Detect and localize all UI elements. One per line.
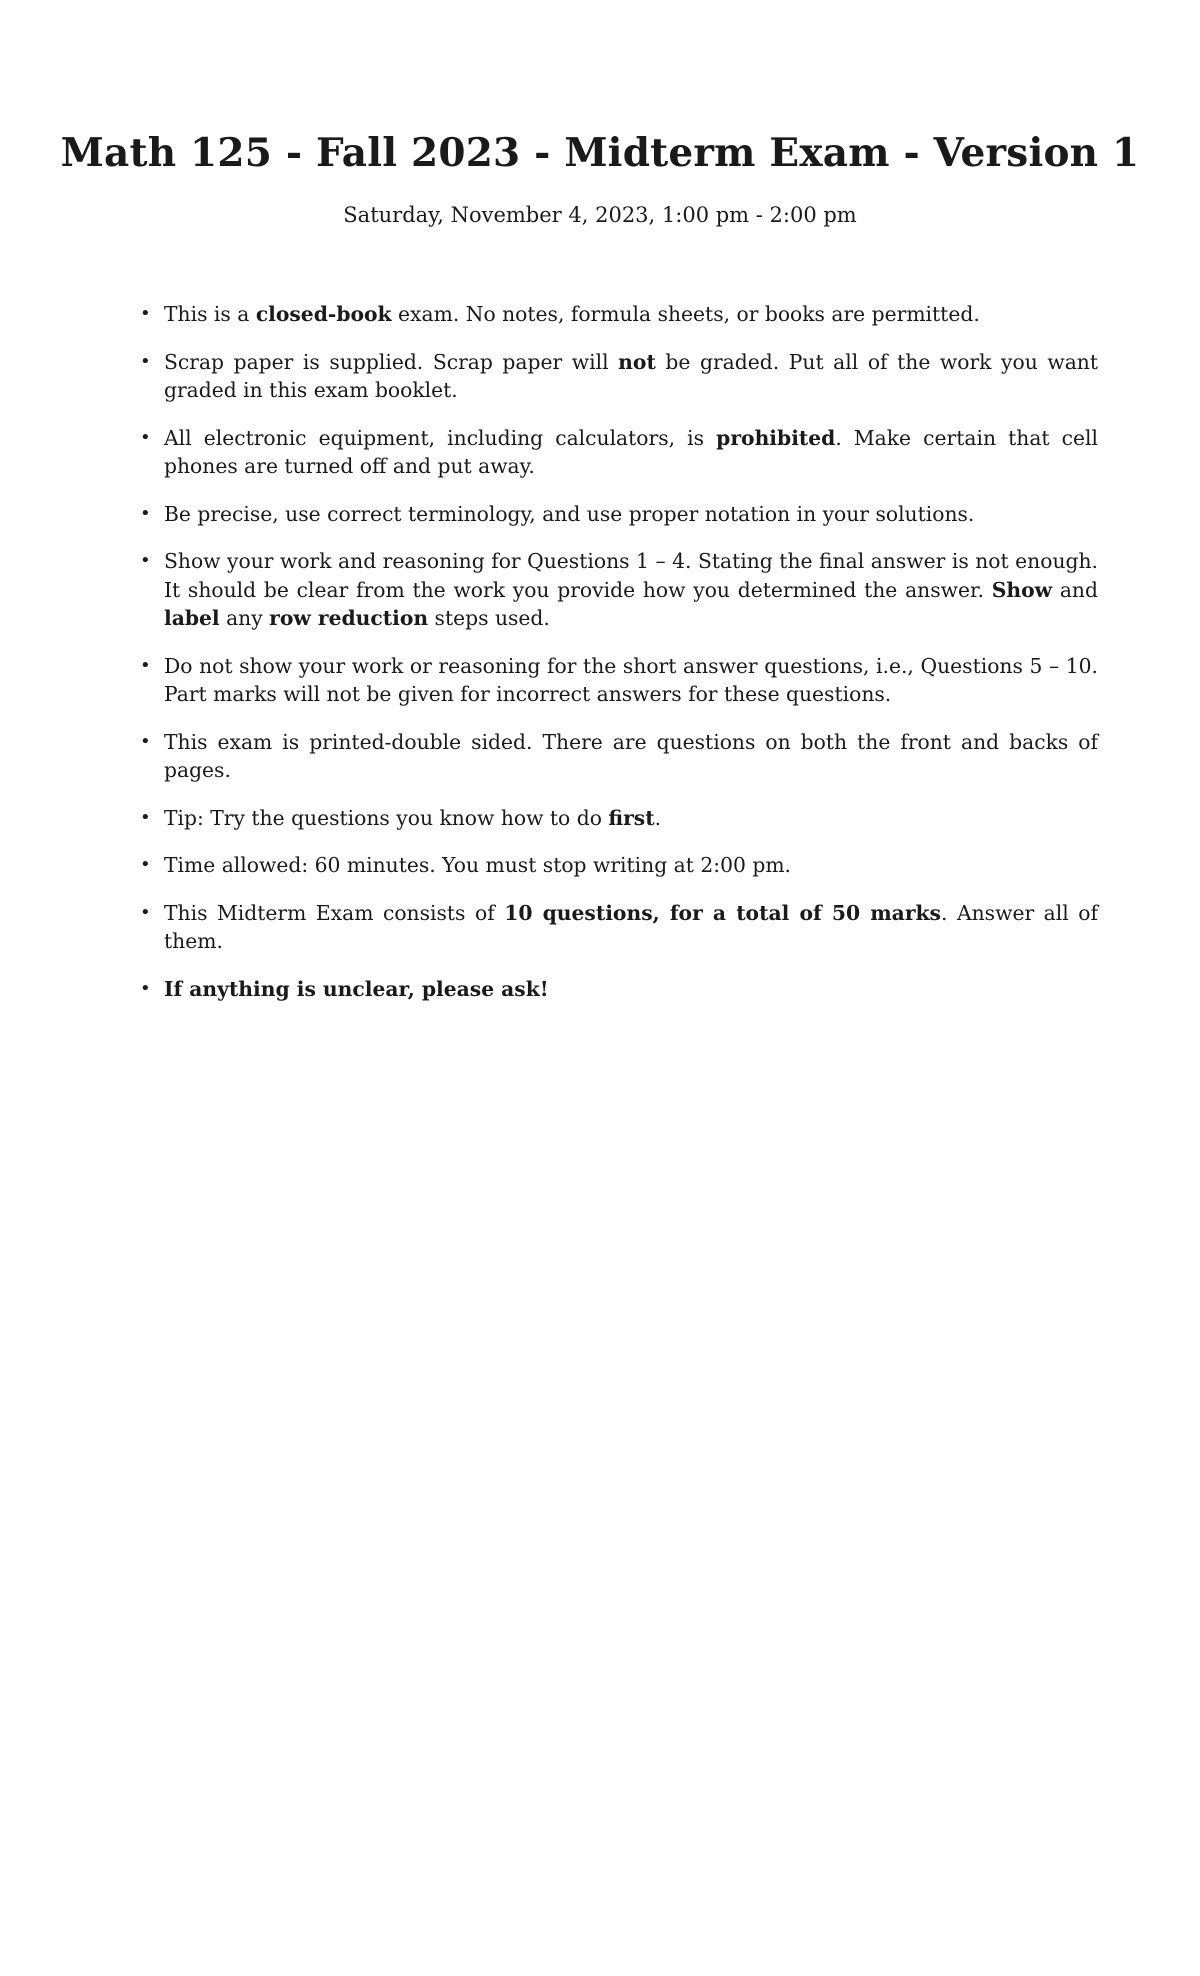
instruction-emphasis: If anything is unclear, please ask!: [164, 976, 549, 1001]
instruction-text: This exam is printed-double sided. There are questions on both the front and backs of pages.: [164, 729, 1105, 782]
instruction-emphasis: Show: [991, 577, 1053, 602]
exam-date-time: Saturday, November 4, 2023, 1:00 pm - 2:00 pm: [343, 203, 857, 227]
bullet-icon: •: [140, 502, 151, 524]
bullet-icon: •: [140, 350, 151, 372]
instruction-text: .: [654, 805, 662, 830]
instruction-text: . Make certain that cell phones are turned off and put away.: [164, 425, 1105, 478]
instruction-item: [140, 300, 1098, 329]
instruction-emphasis: prohibited: [716, 425, 836, 450]
instruction-text: Tip: Try the questions you know how to do: [164, 805, 609, 830]
instruction-item: [140, 424, 1105, 481]
instruction-text: This Midterm Exam consists of: [164, 900, 505, 925]
instruction-item: [140, 500, 1098, 529]
instruction-text: Scrap paper is supplied. Scrap paper will: [164, 349, 619, 374]
instruction-item: [140, 652, 1105, 709]
instruction-item: [140, 851, 1098, 880]
bullet-icon: •: [140, 730, 151, 752]
instruction-emphasis: 10 questions, for a total of 50 marks: [504, 900, 941, 925]
bullet-icon: •: [140, 303, 151, 324]
instruction-text: Do not show your work or reasoning for the short answer questions, i.e., Questions 5 – 10. Part marks will not be given for incorrect answers for these questions.: [164, 653, 1105, 706]
instructions-list: [140, 300, 1105, 1022]
instruction-text: Be precise, use correct terminology, and use proper notation in your solutions.: [164, 501, 975, 526]
instruction-emphasis: label: [164, 606, 220, 630]
instruction-text: This is a: [164, 302, 256, 326]
bullet-icon: •: [140, 654, 151, 676]
instruction-text: All electronic equipment, including calculators, is: [164, 425, 717, 450]
instruction-text: steps used.: [428, 606, 550, 630]
instruction-text: exam. No notes, formula sheets, or books are permitted.: [391, 302, 980, 326]
page-title: Math 125 - Fall 2023 - Midterm Exam - Version 1: [60, 130, 1140, 176]
bullet-icon: •: [140, 854, 151, 875]
instruction-text: . Answer all of them.: [164, 900, 1105, 953]
instruction-item: [140, 899, 1105, 956]
instruction-text: Time allowed: 60 minutes. You must stop writing at 2:00 pm.: [164, 853, 791, 877]
bullet-icon: •: [140, 901, 151, 923]
instruction-item: [140, 975, 1098, 1004]
instruction-emphasis: closed-book: [255, 302, 392, 326]
bullet-icon: •: [140, 806, 151, 828]
instruction-item: [140, 547, 1105, 633]
instruction-item: [140, 348, 1105, 405]
instruction-text: be graded. Put all of the work you want graded in this exam booklet.: [164, 349, 1105, 402]
instruction-emphasis: row reduction: [269, 606, 429, 630]
bullet-icon: •: [140, 426, 151, 448]
instruction-emphasis: not: [618, 349, 656, 374]
instruction-item: [140, 728, 1105, 785]
instruction-emphasis: first: [608, 805, 655, 830]
instruction-text: any: [219, 606, 270, 630]
instruction-text: and: [1052, 577, 1105, 602]
bullet-icon: •: [140, 977, 151, 999]
instruction-item: [140, 804, 1098, 833]
bullet-icon: •: [140, 550, 151, 571]
instruction-text: Show your work and reasoning for Questions 1 – 4. Stating the final answer is not enough. It should be clear from the work you provide how you determined the answer.: [164, 549, 1105, 602]
